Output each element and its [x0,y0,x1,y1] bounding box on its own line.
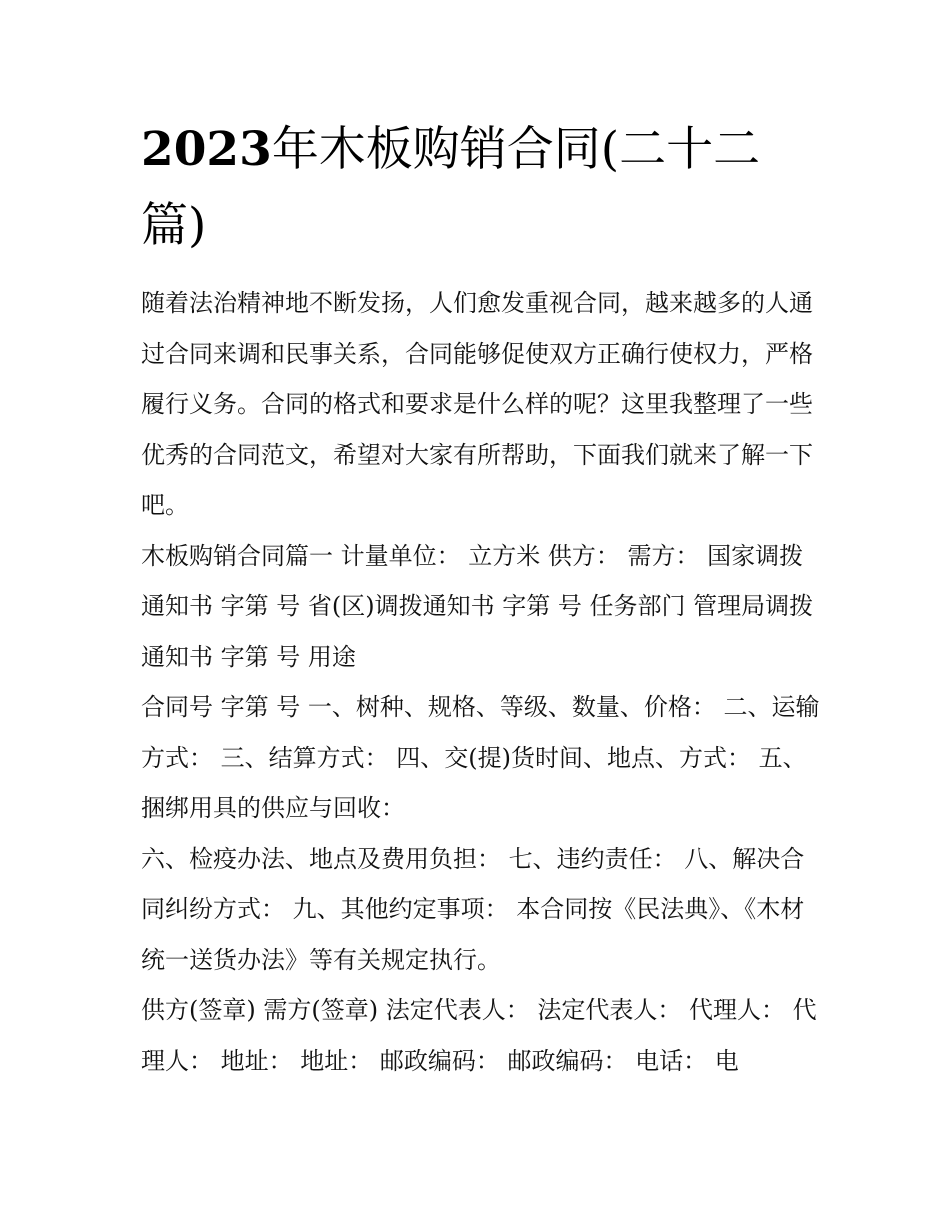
contract-terms-paragraph: 合同号 字第 号 一、树种、规格、等级、数量、价格： 二、运输方式： 三、结算方式： 四、交(提)货时间、地点、方式： 五、捆绑用具的供应与回收： [141,693,820,822]
contract-terms-continued-paragraph: 六、检疫办法、地点及费用负担： 七、违约责任： 八、解决合同纠纷方式： 九、其他约定事项： 本合同按《民法典》、《木材统一送货办法》等有关规定执行。 [141,844,805,974]
document-title [141,112,821,264]
title-text: 年木板购销合同(二十二篇) [141,122,761,253]
signature-block-paragraph: 供方(签章) 需方(签章) 法定代表人： 法定代表人： 代理人： 代理人： 地址： 地址： 邮政编码： 邮政编码： 电话： 电 [141,996,817,1075]
title-year: 2023 [141,122,272,177]
intro-paragraph: 随着法治精神地不断发扬，人们愈发重视合同，越来越多的人通过合同来调和民事关系，合同能够促使双方正确行使权力，严格履行义务。合同的格式和要求是什么样的呢？这里我整理了一些优秀的合同范文，希望对大家有所帮助，下面我们就来了解一下吧。 [141,289,813,519]
document-page [141,112,821,1086]
contract-header-paragraph: 木板购销合同篇一 计量单位： 立方米 供方： 需方： 国家调拨通知书 字第 号 省(区)调拨通知书 字第 号 任务部门 管理局调拨通知书 字第 号 用途 [141,541,814,671]
